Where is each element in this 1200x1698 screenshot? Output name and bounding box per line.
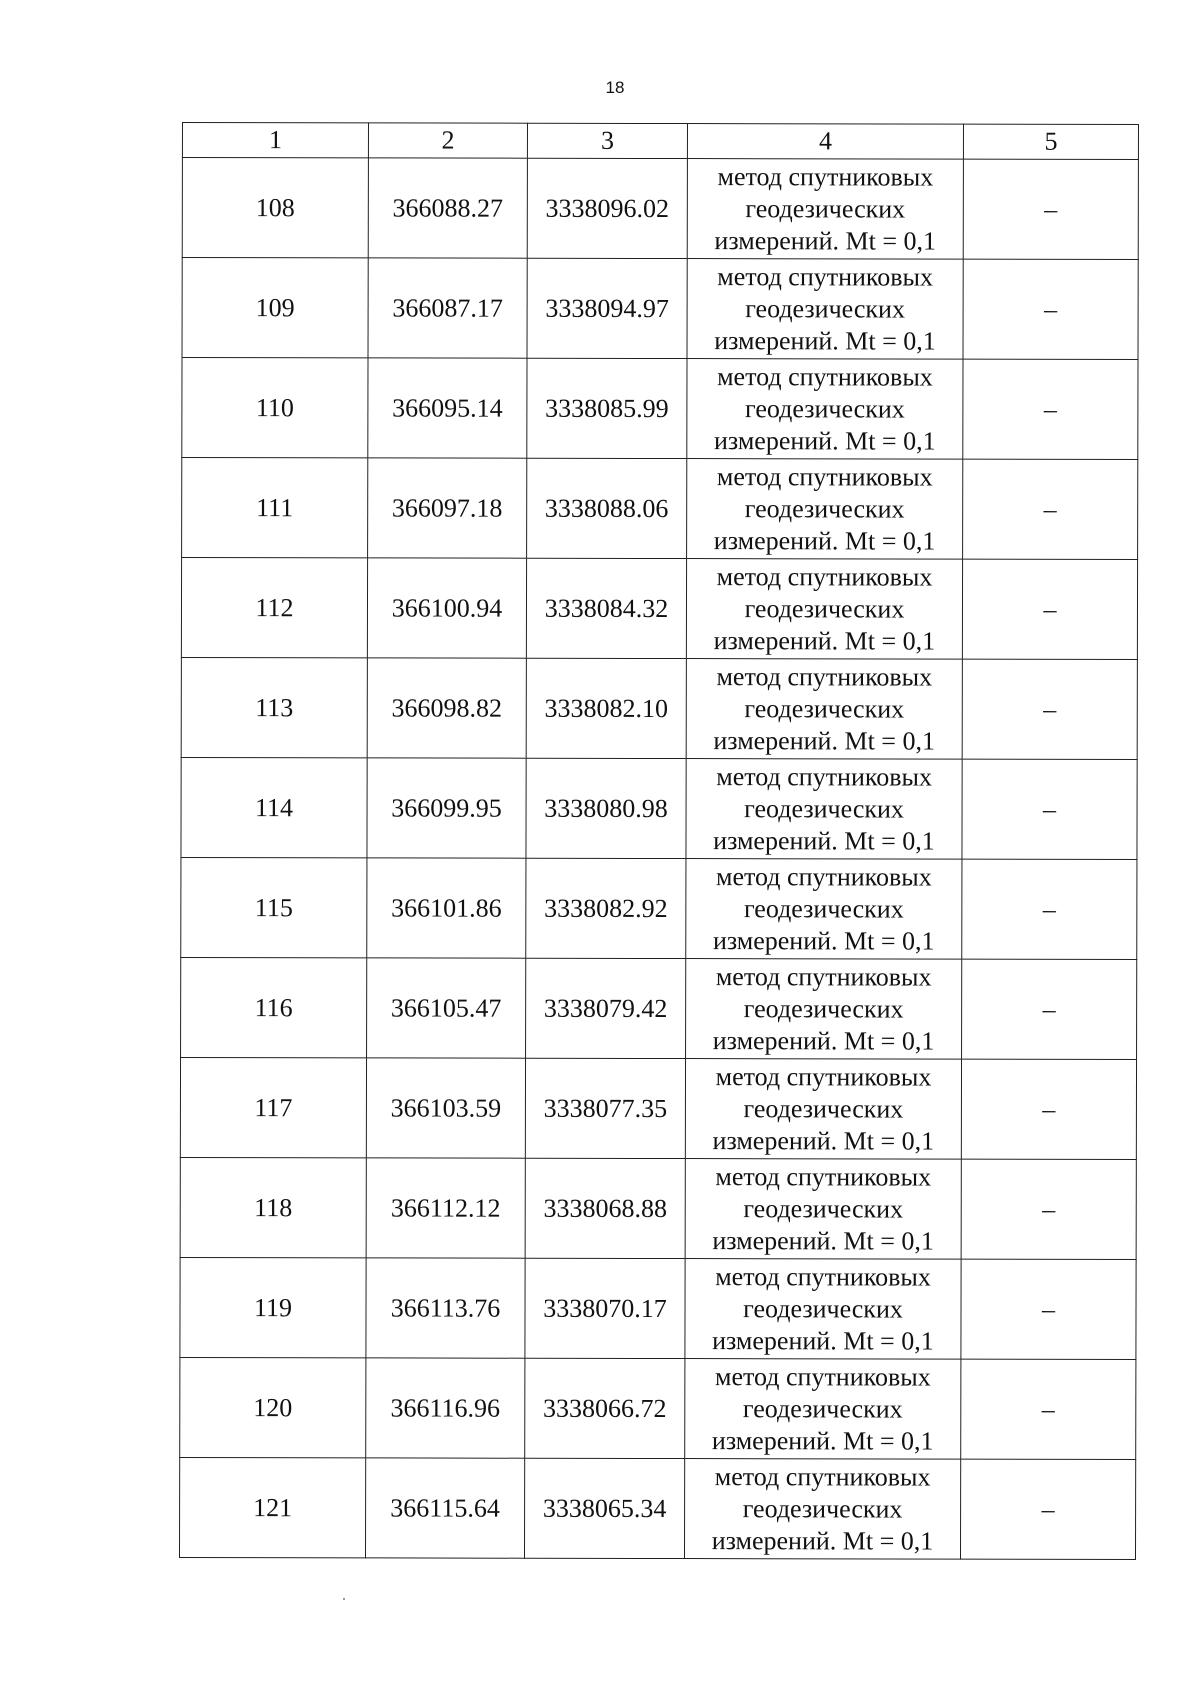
method-cell xyxy=(685,1059,961,1160)
method-line: геодезических xyxy=(742,1493,903,1524)
point-number-cell: 118 xyxy=(180,1157,366,1257)
y-coordinate-cell: 3338068.88 xyxy=(525,1158,685,1258)
method-cell xyxy=(686,759,962,860)
method-line: геодезических xyxy=(745,193,906,224)
x-coordinate-cell: 366112.12 xyxy=(366,1158,525,1258)
point-number-cell: 109 xyxy=(182,258,368,358)
method-cell xyxy=(685,1359,961,1460)
note-cell: – xyxy=(963,459,1138,559)
point-number-cell: 119 xyxy=(180,1257,366,1357)
point-number-cell: 113 xyxy=(181,657,367,757)
note-cell: – xyxy=(961,1059,1136,1159)
x-coordinate-cell: 366116.96 xyxy=(366,1358,525,1458)
table-row xyxy=(180,1157,1136,1259)
y-coordinate-cell: 3338082.92 xyxy=(526,858,686,958)
method-line: метод спутниковых xyxy=(716,661,933,692)
y-coordinate-cell: 3338088.06 xyxy=(527,458,687,558)
method-cell xyxy=(687,459,963,560)
y-coordinate-cell: 3338094.97 xyxy=(527,258,687,358)
y-coordinate-cell: 3338070.17 xyxy=(525,1258,685,1358)
method-line: геодезических xyxy=(743,1093,904,1124)
method-line: геодезических xyxy=(742,1393,903,1424)
method-line: метод спутниковых xyxy=(714,1361,931,1392)
method-line: метод спутниковых xyxy=(715,1261,931,1292)
note-cell: – xyxy=(962,559,1137,659)
method-line: метод спутниковых xyxy=(716,561,933,592)
x-coordinate-cell: 366095.14 xyxy=(368,358,527,458)
note-cell: – xyxy=(962,859,1137,959)
table-row xyxy=(181,657,1137,759)
method-line: геодезических xyxy=(744,793,904,824)
table-row xyxy=(182,358,1138,460)
y-coordinate-cell: 3338077.35 xyxy=(525,1058,685,1158)
point-number-cell: 120 xyxy=(180,1357,366,1457)
column-header: 2 xyxy=(368,123,527,158)
method-line: измерений. Mt = 0,1 xyxy=(712,1125,935,1156)
table-row xyxy=(180,1057,1136,1159)
x-coordinate-cell: 366098.82 xyxy=(367,658,526,758)
method-cell xyxy=(684,1459,960,1560)
x-coordinate-cell: 366115.64 xyxy=(365,1458,524,1558)
x-coordinate-cell: 366105.47 xyxy=(367,958,526,1058)
y-coordinate-cell: 3338085.99 xyxy=(527,358,687,458)
method-line: измерений. Mt = 0,1 xyxy=(712,1225,934,1256)
point-number-cell: 110 xyxy=(182,358,368,458)
point-number-cell: 114 xyxy=(181,757,367,857)
x-coordinate-cell: 366113.76 xyxy=(366,1258,525,1358)
point-number-cell: 111 xyxy=(182,458,368,558)
x-coordinate-cell: 366103.59 xyxy=(366,1058,525,1158)
method-line: метод спутниковых xyxy=(715,1061,932,1092)
note-cell: – xyxy=(963,259,1138,359)
method-cell xyxy=(686,559,962,660)
scan-speck xyxy=(343,1598,345,1600)
method-line: измерений. Mt = 0,1 xyxy=(713,725,936,756)
note-cell: – xyxy=(961,1259,1136,1359)
x-coordinate-cell: 366097.18 xyxy=(368,458,527,558)
method-line: метод спутниковых xyxy=(714,1461,931,1492)
note-cell: – xyxy=(963,359,1138,459)
note-cell: – xyxy=(962,759,1137,859)
table-row xyxy=(180,1357,1136,1459)
method-cell xyxy=(687,359,963,460)
note-cell: – xyxy=(961,1359,1136,1459)
note-cell: – xyxy=(962,659,1137,759)
method-line: измерений. Mt = 0,1 xyxy=(714,325,936,356)
column-header: 4 xyxy=(687,124,963,160)
method-cell xyxy=(686,659,962,760)
point-number-cell: 117 xyxy=(180,1057,366,1157)
note-cell: – xyxy=(962,959,1137,1059)
point-number-cell: 112 xyxy=(181,558,367,658)
table-header-row xyxy=(182,123,1138,160)
column-header: 3 xyxy=(527,123,687,158)
method-line: геодезических xyxy=(744,493,905,524)
method-line: геодезических xyxy=(744,593,905,624)
note-cell: – xyxy=(960,1459,1135,1559)
method-cell xyxy=(687,159,963,260)
point-number-cell: 121 xyxy=(179,1457,365,1557)
method-line: геодезических xyxy=(744,693,905,724)
method-line: геодезических xyxy=(743,1193,904,1224)
method-line: метод спутниковых xyxy=(717,161,934,192)
method-line: измерений. Mt = 0,1 xyxy=(713,525,936,556)
method-line: измерений. Mt = 0,1 xyxy=(714,225,937,256)
method-line: измерений. Mt = 0,1 xyxy=(713,625,936,656)
point-number-cell: 108 xyxy=(182,158,368,258)
method-line: метод спутниковых xyxy=(715,961,932,992)
method-cell xyxy=(687,259,963,360)
method-line: геодезических xyxy=(743,993,904,1024)
y-coordinate-cell: 3338066.72 xyxy=(525,1358,685,1458)
point-number-cell: 115 xyxy=(181,857,367,957)
table-row xyxy=(181,757,1137,859)
method-cell xyxy=(686,859,962,960)
table-row xyxy=(182,158,1138,260)
table-row xyxy=(179,1457,1135,1559)
y-coordinate-cell: 3338082.10 xyxy=(526,658,686,758)
method-line: измерений. Mt = 0,1 xyxy=(713,425,936,456)
point-number-cell: 116 xyxy=(181,957,367,1057)
table-row xyxy=(181,957,1137,1059)
y-coordinate-cell: 3338084.32 xyxy=(526,558,686,658)
method-line: измерений. Mt = 0,1 xyxy=(711,1425,934,1456)
method-line: метод спутниковых xyxy=(716,761,933,792)
table-row xyxy=(180,1257,1136,1359)
table-body xyxy=(179,158,1138,1560)
method-line: измерений. Mt = 0,1 xyxy=(712,925,935,956)
method-line: метод спутниковых xyxy=(716,861,932,892)
column-header: 1 xyxy=(182,123,368,158)
y-coordinate-cell: 3338079.42 xyxy=(526,958,686,1058)
method-line: геодезических xyxy=(743,893,904,924)
method-cell xyxy=(685,1159,961,1260)
x-coordinate-cell: 366101.86 xyxy=(367,858,526,958)
method-cell xyxy=(685,1259,961,1360)
table-row xyxy=(181,857,1137,959)
y-coordinate-cell: 3338065.34 xyxy=(524,1458,684,1558)
note-cell: – xyxy=(961,1159,1136,1259)
note-cell: – xyxy=(963,159,1138,259)
column-header: 5 xyxy=(963,124,1138,159)
table-row xyxy=(182,258,1138,360)
table-row xyxy=(181,558,1137,660)
method-line: метод спутниковых xyxy=(715,1161,932,1192)
method-line: метод спутниковых xyxy=(717,361,933,392)
method-cell xyxy=(686,959,962,1060)
method-line: измерений. Mt = 0,1 xyxy=(711,1525,934,1556)
y-coordinate-cell: 3338080.98 xyxy=(526,758,686,858)
method-line: метод спутниковых xyxy=(717,261,934,292)
x-coordinate-cell: 366099.95 xyxy=(367,758,526,858)
x-coordinate-cell: 366087.17 xyxy=(368,258,527,358)
x-coordinate-cell: 366088.27 xyxy=(368,158,527,258)
method-line: геодезических xyxy=(744,393,905,424)
y-coordinate-cell: 3338096.02 xyxy=(527,158,687,258)
method-line: метод спутниковых xyxy=(716,461,933,492)
method-line: геодезических xyxy=(743,1293,903,1324)
coordinates-table xyxy=(179,122,1139,1560)
method-line: измерений. Mt = 0,1 xyxy=(712,1325,934,1356)
method-line: геодезических xyxy=(745,293,906,324)
table-row xyxy=(182,458,1138,560)
x-coordinate-cell: 366100.94 xyxy=(367,558,526,658)
page-number: 18 xyxy=(605,78,625,97)
method-line: измерений. Mt = 0,1 xyxy=(713,825,935,856)
method-line: измерений. Mt = 0,1 xyxy=(712,1025,935,1056)
